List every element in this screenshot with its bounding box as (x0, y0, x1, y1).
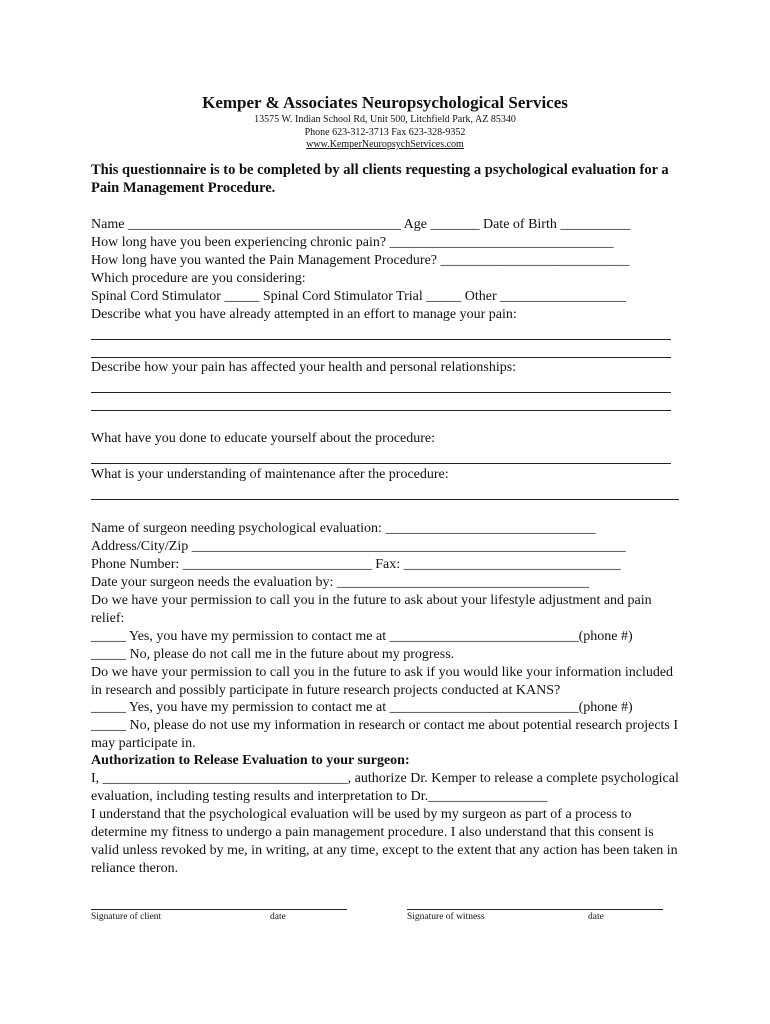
intro-instructions: This questionnaire is to be completed by all clients requesting a psychological evaluation for a Pain Management Procedure. (91, 162, 669, 196)
evaluation-date-field[interactable]: Date your surgeon needs the evaluation by: ____________________________________ (91, 575, 589, 590)
which-procedure-label: Which procedure are you considering: (91, 271, 306, 286)
document-title: Kemper & Associates Neuropsychological Services (202, 93, 568, 112)
website-link[interactable]: www.KemperNeuropsychServices.com (306, 139, 464, 150)
permission-question-1: Do we have your permission to call you in the future to ask about your lifestyle adjustment and pain relief: (91, 593, 652, 626)
witness-signature-line[interactable] (407, 909, 663, 910)
maintenance-question: What is your understanding of maintenance after the procedure: (91, 467, 449, 482)
understanding-statement: I understand that the psychological evaluation will be used by my surgeon as part of a process to determine my fitness to undergo a pain management procedure. I also understand that this consent is valid unless revoked by me, in writing, at any time, except to the extent that any action has been taken in reliance theron. (91, 807, 678, 876)
header-phone-fax: Phone 623-312-3713 Fax 623-328-9352 (304, 127, 466, 138)
witness-signature-label: Signature of witness (407, 912, 485, 922)
witness-date-label: date (588, 912, 604, 922)
affected-answer-line-1[interactable] (91, 392, 671, 393)
surgeon-phone-fax-field[interactable]: Phone Number: ___________________________ Fax: _______________________________ (91, 557, 621, 572)
authorization-heading: Authorization to Release Evaluation to your surgeon: (91, 753, 410, 768)
permission-1-yes-option[interactable]: _____ Yes, you have my permission to contact me at ___________________________(phone #) (91, 629, 633, 644)
permission-2-no-option[interactable]: _____ No, please do not use my information in research or contact me about potential research projects I may participate in. (91, 718, 679, 751)
client-signature-label: Signature of client (91, 912, 162, 922)
surgeon-address-field[interactable]: Address/City/Zip ______________________________________________________________ (91, 539, 626, 554)
affected-question: Describe how your pain has affected your health and personal relationships: (91, 360, 517, 375)
wanted-procedure-question[interactable]: How long have you wanted the Pain Management Procedure? ___________________________ (91, 253, 630, 268)
attempted-answer-line-2[interactable] (91, 357, 671, 358)
permission-question-2: Do we have your permission to call you in the future to ask if you would like your information included in research and possibly participate in future research projects conducted at KANS? (91, 665, 674, 698)
educate-question: What have you done to educate yourself about the procedure: (91, 431, 436, 446)
procedure-options-row[interactable]: Spinal Cord Stimulator _____ Spinal Cord Stimulator Trial _____ Other __________________ (91, 289, 627, 304)
header-address: 13575 W. Indian School Rd, Unit 500, Litchfield Park, AZ 85340 (254, 114, 516, 125)
permission-1-no-option[interactable]: _____ No, please do not call me in the future about my progress. (91, 647, 455, 662)
attempted-question: Describe what you have already attempted in an effort to manage your pain: (91, 307, 517, 322)
affected-answer-line-2[interactable] (91, 410, 671, 411)
name-age-dob-row[interactable]: Name _______________________________________ Age _______ Date of Birth __________ (91, 217, 631, 232)
maintenance-answer-line[interactable] (91, 499, 679, 500)
permission-2-yes-option[interactable]: _____ Yes, you have my permission to contact me at ___________________________(phone #) (91, 700, 633, 715)
chronic-pain-question[interactable]: How long have you been experiencing chronic pain? ________________________________ (91, 235, 614, 250)
authorization-statement[interactable]: I, ___________________________________, authorize Dr. Kemper to release a complete psychological evaluation, including testing results and interpretation to Dr._________________ (91, 771, 679, 804)
client-signature-line[interactable] (91, 909, 347, 910)
attempted-answer-line-1[interactable] (91, 339, 671, 340)
client-date-label: date (270, 912, 286, 922)
surgeon-name-field[interactable]: Name of surgeon needing psychological evaluation: ______________________________ (91, 521, 596, 536)
educate-answer-line[interactable] (91, 463, 671, 464)
